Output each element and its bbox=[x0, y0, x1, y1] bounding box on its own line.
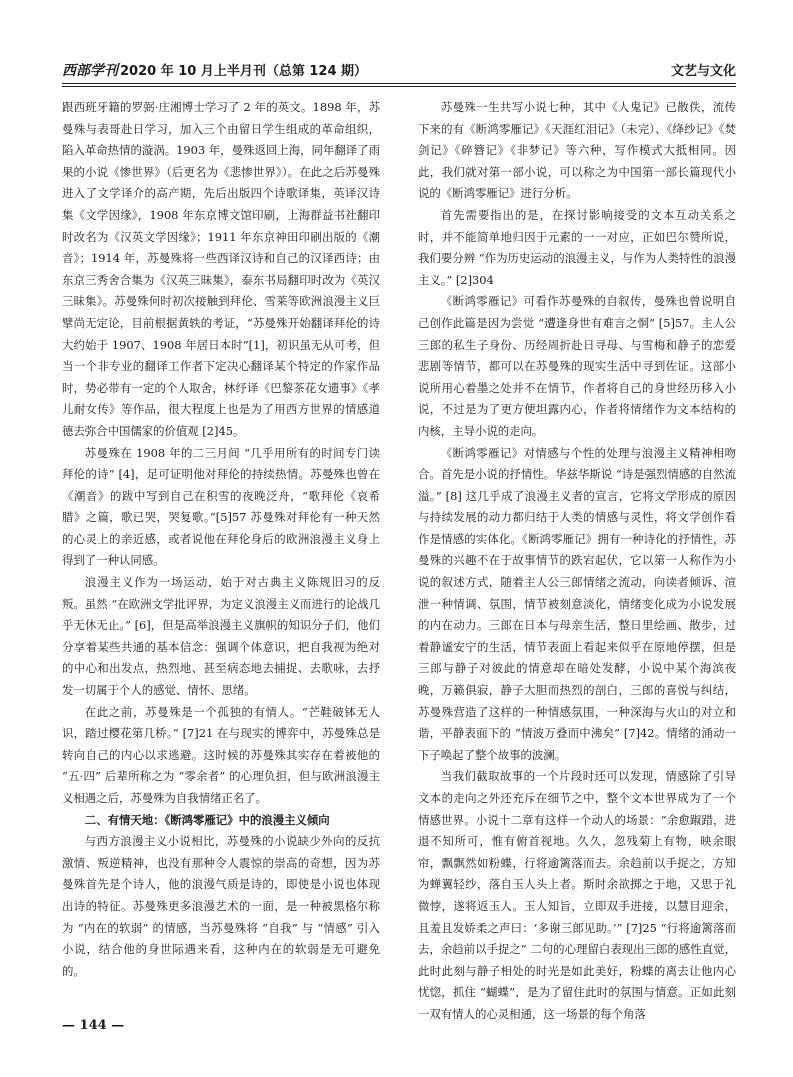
header-rule-thin bbox=[62, 86, 736, 87]
right-column bbox=[418, 97, 736, 1026]
left-paragraph: 跟西班牙籍的罗弼·庄湘博士学习了 2 年的英文。1898 年，苏曼殊与表哥赴日学习，加入三个由留日学生组成的革命组织，陷入革命热情的漩涡。1903 年，曼殊返回上海，同年翻译了雨果的小说《惨世界》（后更名为《悲惨世界》）。在此之后苏曼殊进入了文学译介的高产期，先后出版四个诗歌译集，英译汉诗集《文学因缘》，1908 年东京博文馆印刷，上海群益书社翻印时改名为《汉英文学因缘》；1911 年东京神田印刷出版的《潮音》；1914 年，苏曼殊将一些西译汉诗和自己的汉译西诗；由东京三秀舍合集为《汉英三昧集》，泰东书局翻印时改为《英汉三昧集》。苏曼殊何时初次接触到拜伦、雪莱等欧洲浪漫主义巨擘尚无定论，目前根据黄轶的考证，“苏曼殊开始翻译拜伦的诗大约始于 1907、1908 年居日本时”[1]，初识虽无从可考，但当一个非专业的翻译工作者下定决心翻译某个特定的作家作品时，势必带有一定的个人取舍，林纾译《巴黎茶花女遗事》《孝儿耐女传》等作品，很大程度上也是为了用西方世界的情感道德去弥合中国儒家的价值观 [2]45。 bbox=[62, 100, 380, 438]
section-title: 文艺与文化 bbox=[670, 64, 736, 79]
right-paragraph: 《断鸿零雁记》可看作苏曼殊的自叙传，曼殊也曾说明自己创作此篇是因为尝觉 “遭逢身世有难言之恫” [5]57。主人公三郎的私生子身份、历经周折赴日寻母、与雪梅和静子的恋爱悲剧等情节，都可以在苏曼殊的现实生活中寻到佐证。这部小说所用心着墨之处并不在情节，作者将自己的身世经历移入小说，不过是为了更方便坦露内心，作者将情绪作为文本结构的内核，主导小说的走向。 bbox=[418, 294, 736, 438]
header-rule bbox=[62, 83, 736, 84]
right-paragraph: 苏曼殊一生共写小说七种，其中《人鬼记》已散佚，流传下来的有《断鸿零雁记》《天涯红泪记》（未完）、《绛纱记》《焚剑记》《碎簪记》《非梦记》等六种，写作模式大抵相同。因此，我们就对第一部小说，可以称之为中国第一部长篇现代小说的《断鸿零雁记》进行分析。 bbox=[418, 100, 736, 201]
issue-info: 2020 年 10 月上半月刊（总第 124 期） bbox=[120, 64, 368, 79]
left-paragraph: 苏曼殊在 1908 年的二三月间 “几乎用所有的时间专门读拜伦的诗” [4]，足可证明他对拜伦的持续热情。苏曼殊也曾在《潮音》的跋中写到自己在积雪的夜晚泛舟，“歌拜伦《哀希腊》之篇，歌已哭，哭复歌。”[5]57 苏曼殊对拜伦有一种天然的心灵上的亲近感，或者说他在拜伦身后的欧洲浪漫主义身上得到了一种认同感。 bbox=[62, 445, 380, 568]
journal-info bbox=[62, 60, 367, 80]
left-paragraph: 在此之前，苏曼殊是一个孤独的有情人。“芒鞋破钵无人识，踏过樱花第几桥。” [7]21 在与现实的博弈中，苏曼殊总是转向自己的内心以求逃避。这时候的苏曼殊其实存在着被他的 “五·四” 后辈所称之为 “零余者” 的心理负担，但与欧洲浪漫主义相遇之后，苏曼殊为自我情绪正名了。 bbox=[62, 704, 380, 805]
right-paragraph: 《断鸿零雁记》对情感与个性的处理与浪漫主义精神相吻合。首先是小说的抒情性。华兹华斯说 “诗是强烈情感的自然流溢。” [8] 这几乎成了浪漫主义者的宣言，它将文学形成的原因与持续发展的动力都归结于人类的情感与灵性，将文学创作看作是情感的实体化。《断鸿零雁记》拥有一种诗化的抒情性，苏曼殊的兴趣不在于故事情节的跌宕起伏，它以第一人称作为小说的叙述方式，随着主人公三郎情绪之流动，向读者倾诉、渲泄一种情调、氛围，情节被刻意淡化，情绪变化成为小说发展的内在动力。三郎在日本与母亲生活，整日里绘画、散步，过着静谧安宁的生活，情节表面上看起来似乎在原地停摆，但是三郎与静子对彼此的情意却在暗处发酵，小说中某个海滨夜晚，万籁俱寂，静子大胆而热烈的剖白，三郎的喜悦与纠结，苏曼殊营造了这样的一种情感氛围，一种深海与火山的对立和谐，平静表面下的 “情波万叠而中沸矣” [7]42。情绪的涌动一下子唤起了整个故事的波澜。 bbox=[418, 445, 736, 762]
page-number: — 144 — bbox=[62, 1018, 125, 1033]
left-column bbox=[62, 97, 380, 982]
left-paragraph: 浪漫主义作为一场运动，始于对古典主义陈规旧习的反叛。虽然 “在欧洲文学批评界，为定义浪漫主义而进行的论战几乎无休无止。” [6]，但是高举浪漫主义旗帜的知识分子们，他们分享着某些共通的基本信念：强调个体意识，把自我视为绝对的中心和出发点，热烈地、甚至病态地去捕捉、去歌咏，去抒发一切属于个人的感觉、情怀、思绪。 bbox=[62, 575, 380, 698]
left-paragraph: 与西方浪漫主义小说相比，苏曼殊的小说缺少外向的反抗激情、叛逆精神，也没有那种令人震惊的崇高的奇想，因为苏曼殊首先是个诗人，他的浪漫气质是诗的，即使是小说也体现出诗的特征。苏曼殊更多浪漫艺术的一面，是一种被黑格尔称为 “内在的软弱” 的情感，当苏曼殊将 “自我” 与 “情感” 引入小说，结合他的身世际遇来看，这种内在的软弱是无可避免的。 bbox=[62, 834, 380, 978]
right-paragraph: 首先需要指出的是，在探讨影响接受的文本互动关系之时，并不能简单地归因于元素的一一对应，正如巴尔赞所说，我们要分辨 “作为历史运动的浪漫主义，与作为人类特性的浪漫主义。” [2]304 bbox=[418, 207, 736, 287]
section-heading: 二、有情天地：《断鸿零雁记》中的浪漫主义倾向 bbox=[84, 812, 330, 827]
journal-logo: 西部学刊 bbox=[62, 63, 118, 79]
page-header bbox=[62, 58, 736, 84]
right-paragraph: 当我们截取故事的一个片段时还可以发现，情感除了引导文本的走向之外还充斥在细节之中，整个文本世界成为了一个情感世界。小说十二章有这样一个动人的场景：“余愈踧踖，进退不知所可，惟有俯首视地。久久，忽残菊上有物，映余眼帘，飘飘然如粉蝶，行将逾篱落而去。余趋前以手捉之，方知为蝉翼轻纱，落自玉人头上者。斯时余欲掷之于地，又思于礼微悖，遂将返玉人。玉人知旨，立即双手进接，以慧目迎余，且羞且发娇柔之声曰：‘多谢三郎见助。’” [7]25 “行将逾篱落而去，余趋前以手捉之” 二句的心理留白表现出三郎的感性直觉，此时此刻与静子相处的时光是如此美好，粉蝶的离去让他内心忧惚，抓住 “蝴蝶”，是为了留住此时的氛围与情意。正如此刻一双有情人的心灵相通，这一场景的每个角落 bbox=[418, 769, 736, 1021]
